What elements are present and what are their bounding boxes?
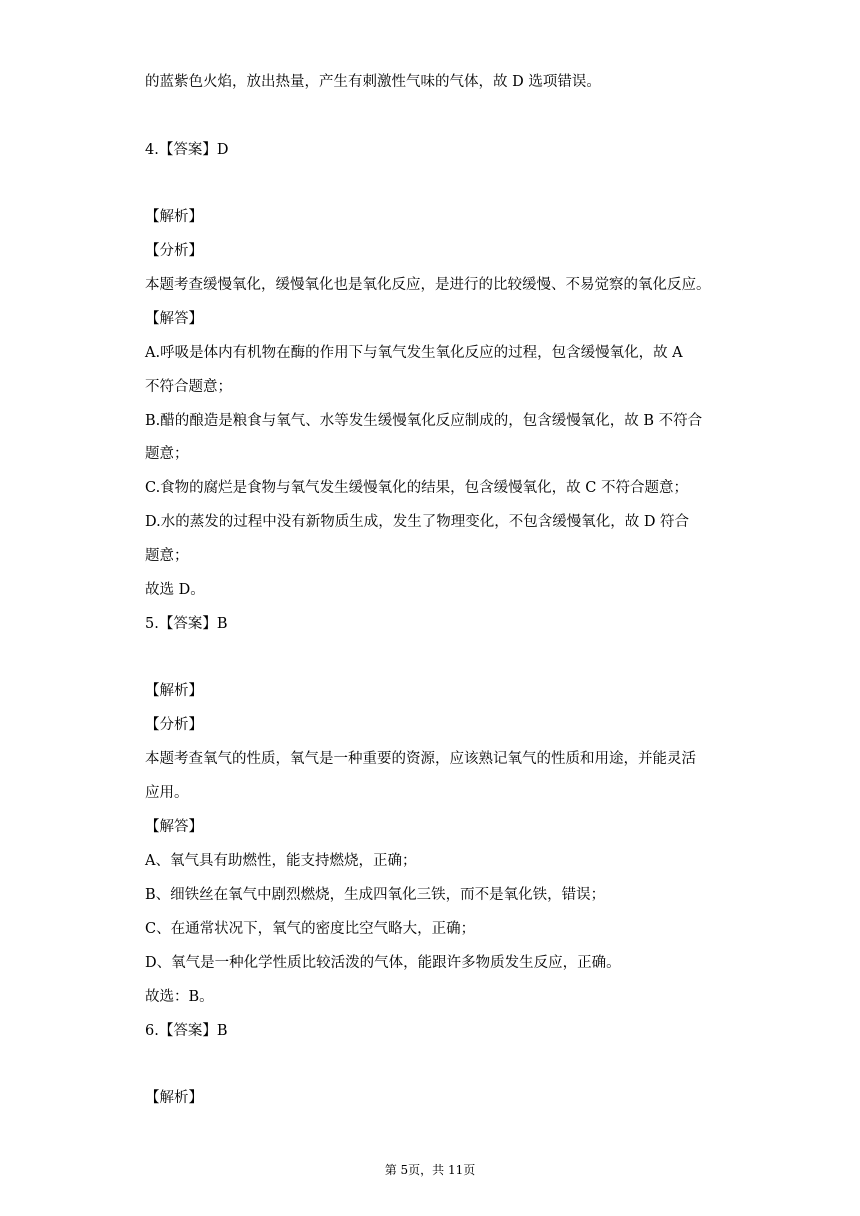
section-label: 【解答】: [145, 311, 203, 327]
section-label: 【分析】: [145, 717, 203, 733]
text-line: 故选：B。: [145, 989, 214, 1005]
text-line: 不符合题意；: [145, 379, 232, 395]
answer-heading-4: 4.【答案】D: [145, 142, 229, 158]
section-label: 【解答】: [145, 819, 203, 835]
text-line: C.食物的腐烂是食物与氧气发生缓慢氧化的结果，包含缓慢氧化，故 C 不符合题意；: [145, 480, 688, 496]
text-line: 的蓝紫色火焰，放出热量，产生有刺激性气味的气体，故 D 选项错误。: [145, 74, 601, 90]
text-line: D.水的蒸发的过程中没有新物质生成，发生了物理变化，不包含缓慢氧化，故 D 符合: [145, 514, 690, 530]
text-line: B.醋的酿造是粮食与氧气、水等发生缓慢氧化反应制成的，包含缓慢氧化，故 B 不符合: [145, 413, 703, 429]
section-label: 【解析】: [145, 209, 203, 225]
text-line: B、细铁丝在氧气中剧烈燃烧，生成四氧化三铁，而不是氧化铁，错误；: [145, 887, 606, 903]
text-line: 本题考查氧气的性质，氧气是一种重要的资源，应该熟记氧气的性质和用途，并能灵活: [145, 751, 696, 767]
answer-heading-5: 5.【答案】B: [145, 616, 228, 632]
section-label: 【分析】: [145, 243, 203, 259]
answer-heading-6: 6.【答案】B: [145, 1023, 228, 1039]
text-line: A.呼吸是体内有机物在酶的作用下与氧气发生氧化反应的过程，包含缓慢氧化，故 A: [145, 345, 683, 361]
text-line: 故选 D。: [145, 582, 205, 598]
text-line: 应用。: [145, 785, 189, 801]
text-line: A、氧气具有助燃性，能支持燃烧，正确；: [145, 853, 417, 869]
page-footer: 第 5页，共 11页: [384, 1163, 476, 1177]
text-line: 题意；: [145, 446, 189, 462]
section-label: 【解析】: [145, 1090, 203, 1106]
text-line: 题意；: [145, 548, 189, 564]
section-label: 【解析】: [145, 683, 203, 699]
text-line: 本题考查缓慢氧化，缓慢氧化也是氧化反应，是进行的比较缓慢、不易觉察的氧化反应。: [145, 277, 711, 293]
text-line: C、在通常状况下，氧气的密度比空气略大，正确；: [145, 921, 476, 937]
text-line: D、氧气是一种化学性质比较活泼的气体，能跟许多物质发生反应，正确。: [145, 955, 621, 971]
